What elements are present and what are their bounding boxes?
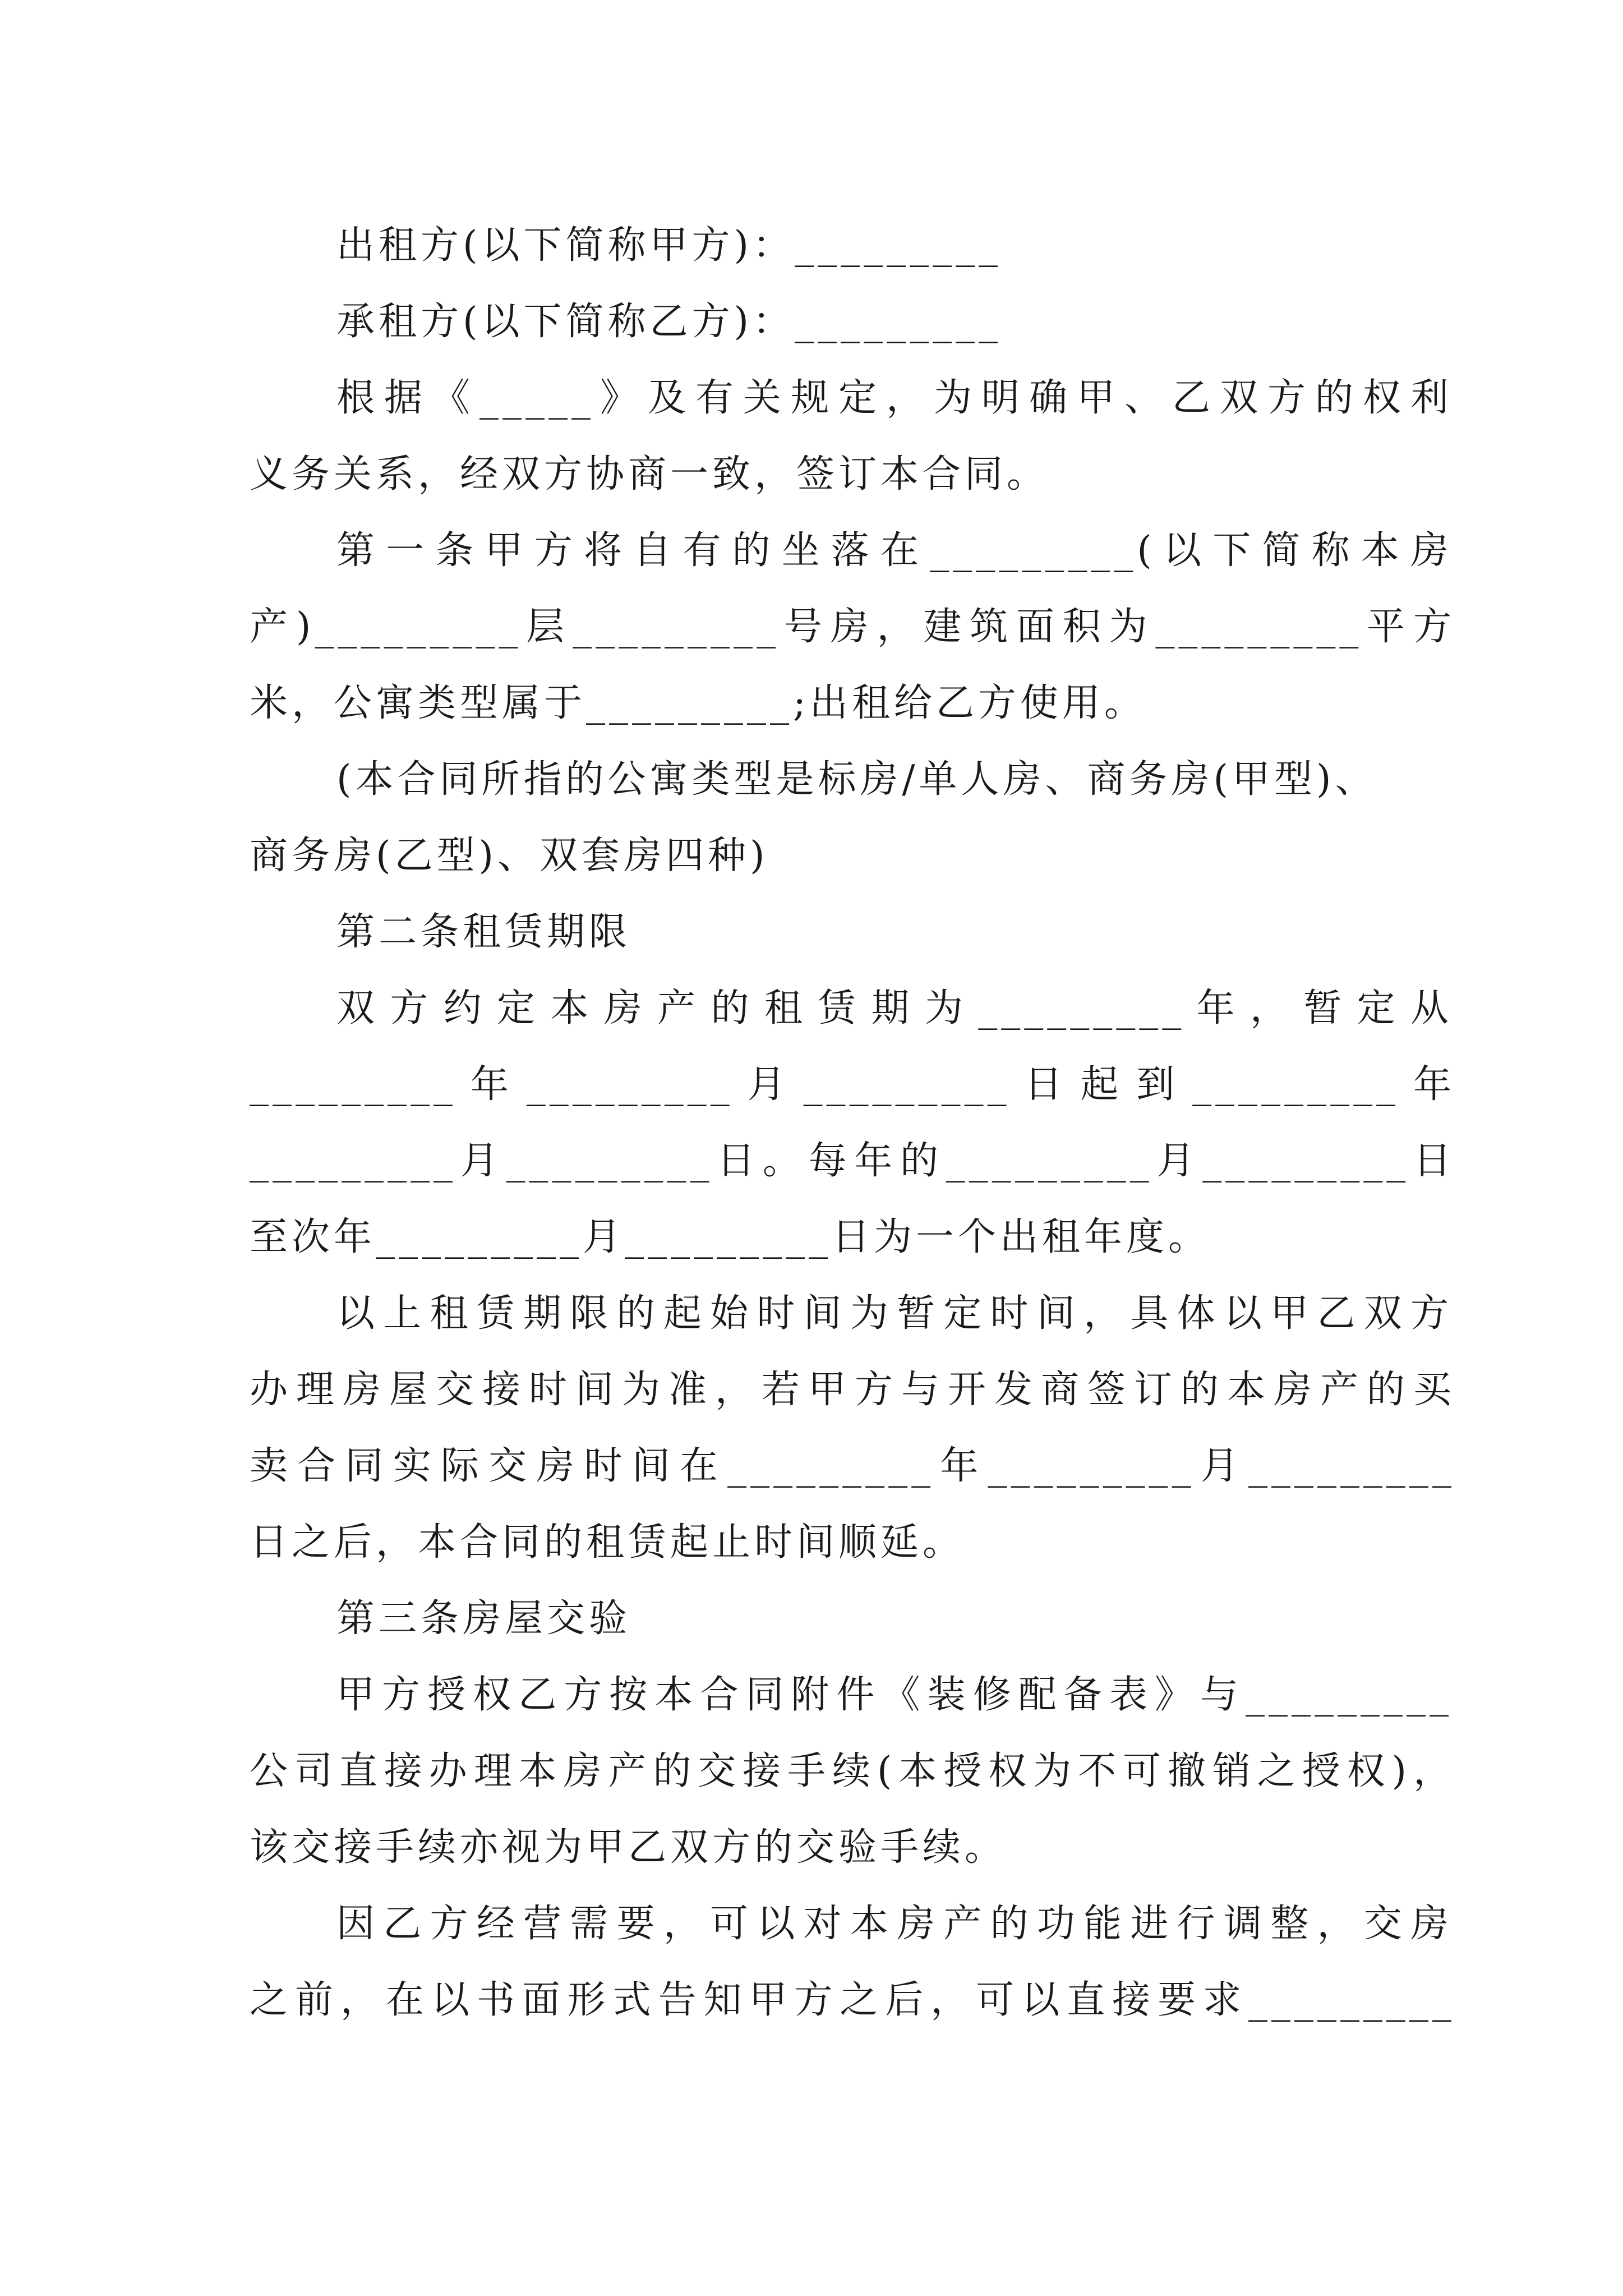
article-3-line-4: 因乙方经营需要，可以对本房产的功能进行调整，交房 [336,1902,1453,1946]
article-2-heading: 第二条租赁期限 [336,910,631,954]
article-2-line-6: 办理房屋交接时间为准，若甲方与开发商签订的本房产的买 [250,1368,1455,1412]
article-3-heading: 第三条房屋交验 [336,1596,631,1641]
article-2-line-8: 日之后，本合同的租赁起止时间顺延。 [250,1520,965,1565]
article-2-line-2: _________年_________月_________日起到_________年 [250,1062,1455,1107]
apartment-type-note-1: (本合同所指的公寓类型是标房/单人房、商务房(甲型)、 [336,757,1377,802]
article-2-line-7: 卖合同实际交房时间在_________年_________月_________ [250,1444,1455,1488]
article-2-line-4: 至次年_________月_________日为一个出租年度。 [250,1215,1211,1259]
article-1-line-1: 第一条甲方将自有的坐落在_________(以下简称本房 [336,528,1453,573]
article-3-line-1: 甲方授权乙方按本合同附件《装修配备表》与_________ [336,1673,1453,1717]
article-2-line-1: 双方约定本房产的租赁期为_________年，暂定从 [336,986,1453,1030]
article-3-line-3: 该交接手续亦视为甲乙双方的交验手续。 [250,1825,1007,1870]
article-2-line-3: _________月_________日。每年的_________月_________日 [250,1139,1455,1183]
article-3-line-2: 公司直接办理本房产的交接手续(本授权为不可撤销之授权)， [250,1749,1455,1793]
lessor-line: 出租方(以下简称甲方)：_________ [336,223,1002,268]
preamble-line-2: 义务关系，经双方协商一致，签订本合同。 [250,452,1049,496]
article-1-line-2: 产)_________层_________号房，建筑面积为_________平方 [250,605,1455,649]
article-1-line-3: 米，公寓类型属于_________;出租给乙方使用。 [250,681,1146,725]
apartment-type-note-2: 商务房(乙型)、双套房四种) [250,834,769,878]
lessee-line: 承租方(以下简称乙方)：_________ [336,300,1002,344]
article-3-line-5: 之前，在以书面形式告知甲方之后，可以直接要求_________ [250,1978,1455,2022]
preamble-line-1: 根据《_____》及有关规定，为明确甲、乙双方的权利 [336,376,1453,420]
article-2-line-5: 以上租赁期限的起始时间为暂定时间，具体以甲乙双方 [336,1291,1453,1336]
